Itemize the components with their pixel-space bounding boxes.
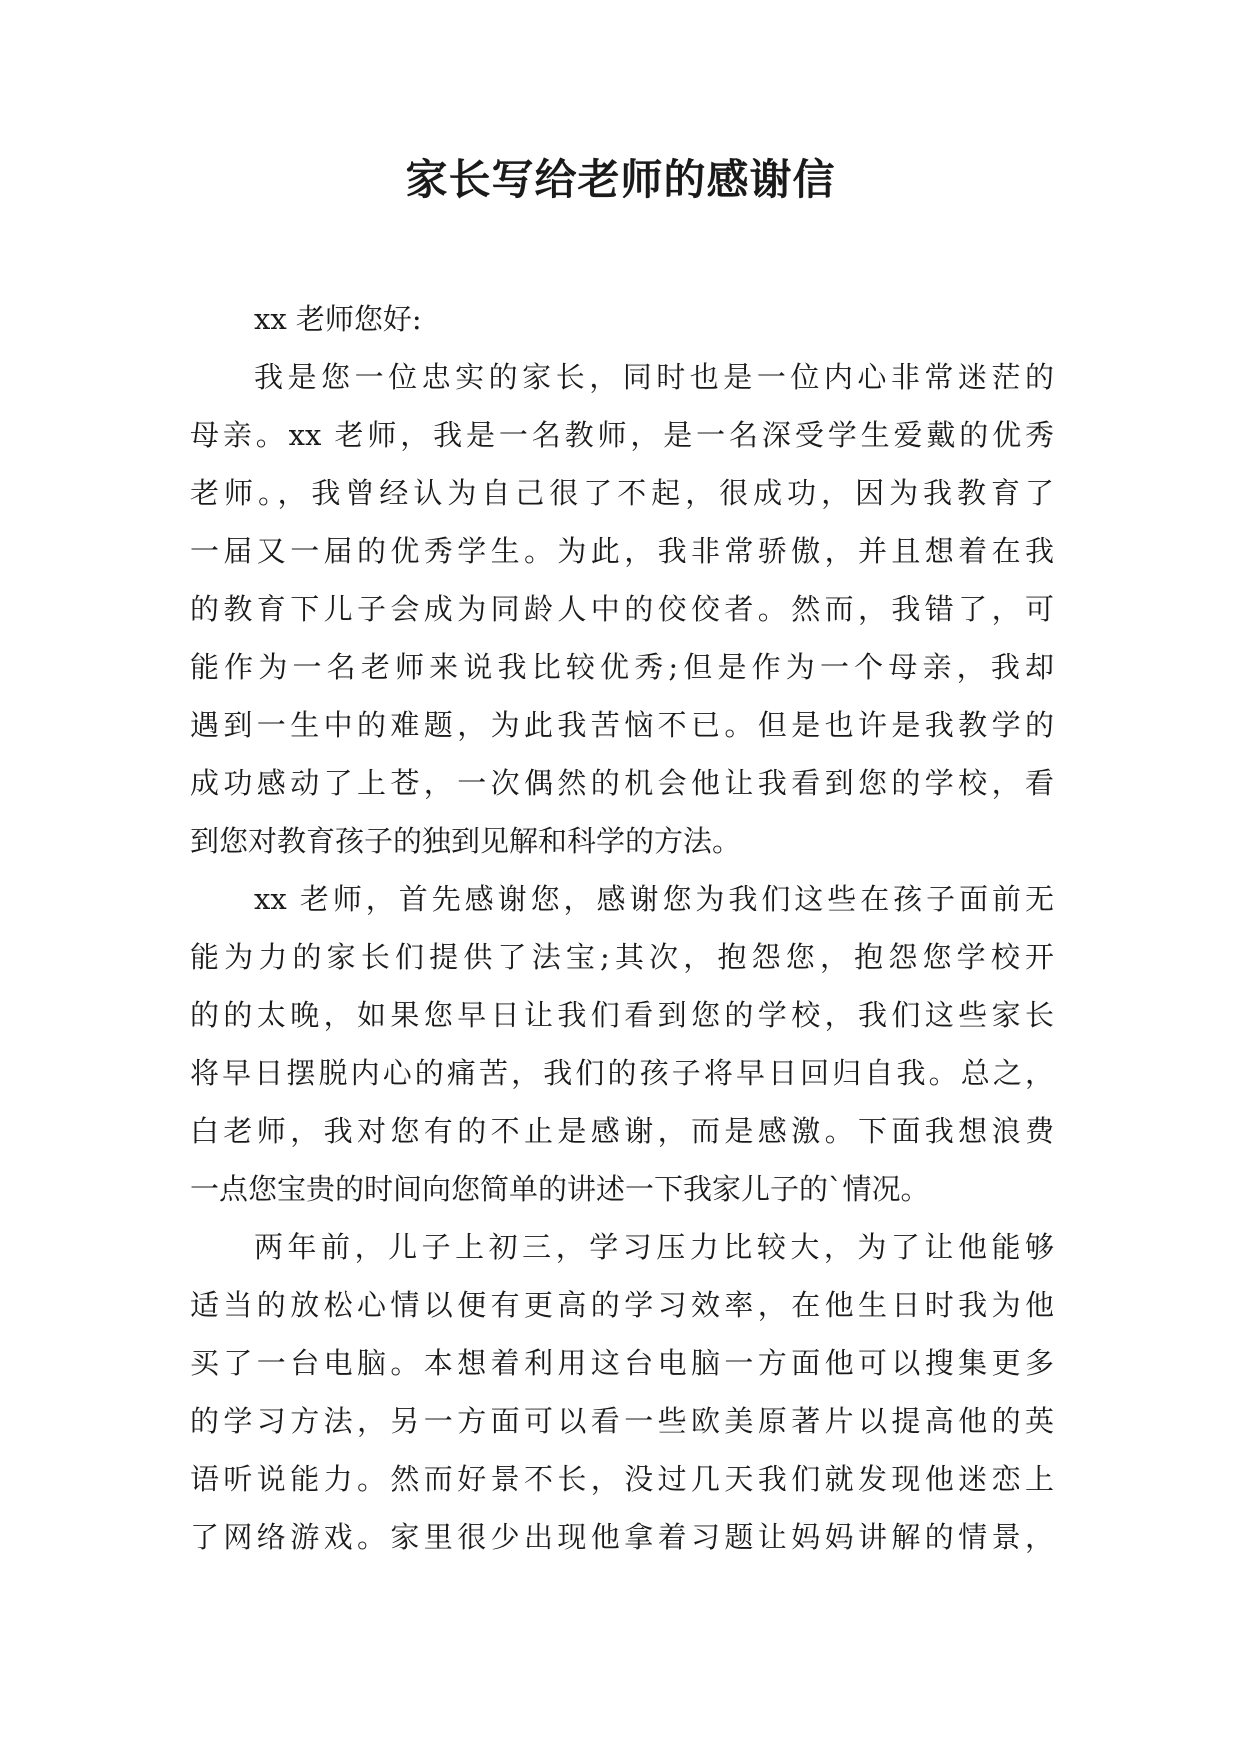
body-line: 一点您宝贵的时间向您简单的讲述一下我家儿子的`情况。: [190, 1172, 930, 1206]
body-line: xx 老师您好:: [254, 302, 422, 336]
body-line: xx 老师，首先感谢您，感谢您为我们这些在孩子面前无: [254, 882, 1054, 916]
body-line: 两年前，儿子上初三，学习压力比较大，为了让他能够: [254, 1230, 1054, 1264]
body-line: 白老师，我对您有的不止是感谢，而是感激。下面我想浪费: [190, 1114, 1054, 1148]
document-title: 家长写给老师的感谢信: [405, 155, 836, 204]
body-line: 能为力的家长们提供了法宝;其次，抱怨您，抱怨您学校开: [190, 940, 1054, 974]
body-line: 遇到一生中的难题，为此我苦恼不已。但是也许是我教学的: [190, 708, 1054, 742]
body-line: 到您对教育孩子的独到见解和科学的方法。: [190, 824, 742, 858]
body-line: 的的太晚，如果您早日让我们看到您的学校，我们这些家长: [190, 998, 1054, 1032]
letter-body: [190, 290, 1054, 1566]
body-line: 的学习方法，另一方面可以看一些欧美原著片以提高他的英: [190, 1404, 1054, 1438]
body-line: 语听说能力。然而好景不长，没过几天我们就发现他迷恋上: [190, 1462, 1054, 1496]
body-line: 老师。，我曾经认为自己很了不起，很成功，因为我教育了: [190, 476, 1054, 510]
body-line: 的教育下儿子会成为同龄人中的佼佼者。然而，我错了，可: [190, 592, 1054, 626]
body-line: 成功感动了上苍，一次偶然的机会他让我看到您的学校，看: [190, 766, 1054, 800]
body-line: 一届又一届的优秀学生。为此，我非常骄傲，并且想着在我: [190, 534, 1054, 568]
body-line: 能作为一名老师来说我比较优秀;但是作为一个母亲，我却: [190, 650, 1054, 684]
body-line: 母亲。xx 老师，我是一名教师，是一名深受学生爱戴的优秀: [190, 418, 1054, 452]
body-line: 买了一台电脑。本想着利用这台电脑一方面他可以搜集更多: [190, 1346, 1054, 1380]
body-line: 了网络游戏。家里很少出现他拿着习题让妈妈讲解的情景，: [190, 1520, 1054, 1554]
body-line: 我是您一位忠实的家长，同时也是一位内心非常迷茫的: [254, 360, 1054, 394]
body-line: 将早日摆脱内心的痛苦，我们的孩子将早日回归自我。总之，: [190, 1056, 1054, 1090]
body-line: 适当的放松心情以便有更高的学习效率，在他生日时我为他: [190, 1288, 1054, 1322]
